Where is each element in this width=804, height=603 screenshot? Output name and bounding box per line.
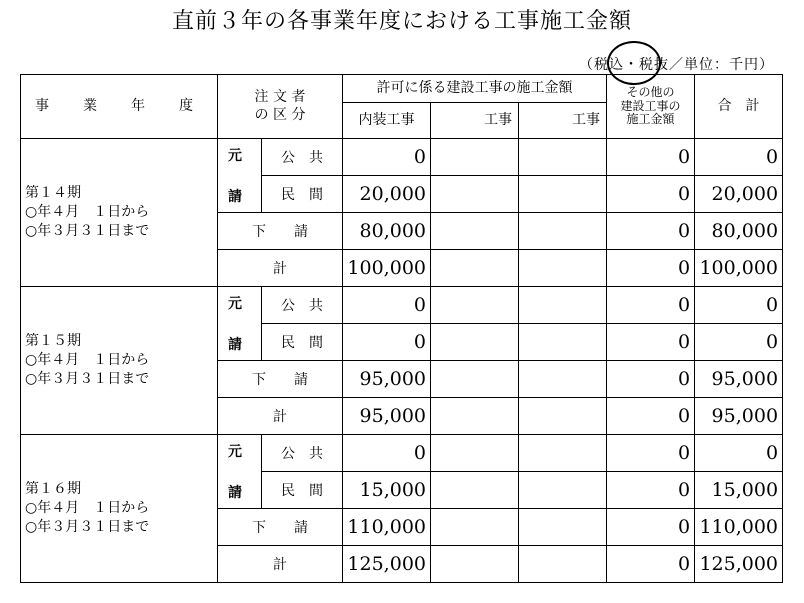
header-other-line3: 施工金額 <box>626 112 675 127</box>
header-orderer-line1: 注 文 者 <box>254 89 306 105</box>
cell-total: 20,000 <box>695 176 783 213</box>
cell-blank <box>431 509 519 546</box>
period-start: ○年４月 １日から <box>25 204 150 221</box>
header-interior: 内装工事 <box>343 103 431 139</box>
sum-label: 計 <box>218 250 343 287</box>
prime-contract-label: 元 請 <box>218 287 262 361</box>
cell-interior: 0 <box>343 139 431 176</box>
cell-other: 0 <box>607 546 695 583</box>
cell-blank <box>519 398 607 435</box>
cell-blank <box>519 472 607 509</box>
period-label <box>21 435 218 583</box>
cell-total: 0 <box>695 324 783 361</box>
cell-interior: 0 <box>343 287 431 324</box>
cell-blank <box>431 250 519 287</box>
header-blank-work-2: 工事 <box>519 103 607 139</box>
public-label: 公 共 <box>262 139 343 176</box>
header-other-line2: 建設工事の <box>620 98 681 113</box>
cell-blank <box>519 287 607 324</box>
public-label: 公 共 <box>262 435 343 472</box>
period-end: ○年３月３１日まで <box>25 518 150 535</box>
prime-contract-label: 元 請 <box>218 139 262 213</box>
cell-blank <box>431 546 519 583</box>
unit-note: （税込・税抜／単位：千円） <box>579 57 774 73</box>
cell-blank <box>431 398 519 435</box>
period-name: 第１４期 <box>25 185 81 202</box>
header-orderer-line2: の 区 分 <box>254 106 306 123</box>
cell-blank <box>519 213 607 250</box>
sum-label: 計 <box>218 546 343 583</box>
cell-interior: 0 <box>343 435 431 472</box>
subcontract-label: 下 請 <box>218 361 343 398</box>
period-name: 第１５期 <box>25 333 81 350</box>
page-title: 直前３年の各事業年度における工事施工金額 <box>171 9 632 34</box>
cell-blank <box>431 324 519 361</box>
cell-other: 0 <box>607 472 695 509</box>
cell-blank <box>519 176 607 213</box>
private-label: 民 間 <box>262 324 343 361</box>
cell-blank <box>519 324 607 361</box>
cell-blank <box>431 472 519 509</box>
cell-interior: 125,000 <box>343 546 431 583</box>
cell-other: 0 <box>607 139 695 176</box>
cell-interior: 95,000 <box>343 398 431 435</box>
period-end: ○年３月３１日まで <box>25 222 150 239</box>
cell-blank <box>519 361 607 398</box>
period-name: 第１６期 <box>25 481 81 498</box>
cell-interior: 95,000 <box>343 361 431 398</box>
cell-total: 110,000 <box>695 509 783 546</box>
public-label: 公 共 <box>262 287 343 324</box>
header-blank-work-1: 工事 <box>431 103 519 139</box>
cell-other: 0 <box>607 324 695 361</box>
cell-total: 0 <box>695 435 783 472</box>
cell-blank <box>431 361 519 398</box>
cell-other: 0 <box>607 176 695 213</box>
cell-other: 0 <box>607 361 695 398</box>
cell-blank <box>519 546 607 583</box>
header-total: 合 計 <box>695 75 783 139</box>
cell-other: 0 <box>607 398 695 435</box>
period-label <box>21 139 218 287</box>
cell-interior: 15,000 <box>343 472 431 509</box>
cell-total: 95,000 <box>695 361 783 398</box>
cell-total: 15,000 <box>695 472 783 509</box>
period-start: ○年４月 １日から <box>25 352 150 369</box>
header-permit: 許可に係る建設工事の施工金額 <box>343 75 607 103</box>
cell-blank <box>519 139 607 176</box>
cell-total: 0 <box>695 139 783 176</box>
cell-total: 0 <box>695 287 783 324</box>
private-label: 民 間 <box>262 472 343 509</box>
cell-interior: 100,000 <box>343 250 431 287</box>
sum-label: 計 <box>218 398 343 435</box>
cell-other: 0 <box>607 287 695 324</box>
period-start: ○年４月 １日から <box>25 500 150 517</box>
period-end: ○年３月３１日まで <box>25 370 150 387</box>
cell-total: 95,000 <box>695 398 783 435</box>
cell-blank <box>431 435 519 472</box>
cell-blank <box>431 139 519 176</box>
cell-total: 80,000 <box>695 213 783 250</box>
cell-blank <box>519 250 607 287</box>
cell-other: 0 <box>607 435 695 472</box>
cell-blank <box>431 176 519 213</box>
cell-total: 125,000 <box>695 546 783 583</box>
cell-total: 100,000 <box>695 250 783 287</box>
header-year: 事 業 年 度 <box>21 75 218 139</box>
header-other <box>607 75 695 139</box>
cell-interior: 110,000 <box>343 509 431 546</box>
subcontract-label: 下 請 <box>218 213 343 250</box>
private-label: 民 間 <box>262 176 343 213</box>
cell-other: 0 <box>607 250 695 287</box>
header-other-line1: その他の <box>626 84 675 99</box>
cell-interior: 0 <box>343 324 431 361</box>
construction-amount-table <box>20 74 783 583</box>
prime-contract-label: 元 請 <box>218 435 262 509</box>
subcontract-label: 下 請 <box>218 509 343 546</box>
cell-blank <box>431 213 519 250</box>
cell-other: 0 <box>607 213 695 250</box>
cell-blank <box>431 287 519 324</box>
cell-interior: 20,000 <box>343 176 431 213</box>
cell-blank <box>519 435 607 472</box>
cell-interior: 80,000 <box>343 213 431 250</box>
cell-other: 0 <box>607 509 695 546</box>
header-orderer <box>218 75 343 139</box>
period-label <box>21 287 218 435</box>
cell-blank <box>519 509 607 546</box>
